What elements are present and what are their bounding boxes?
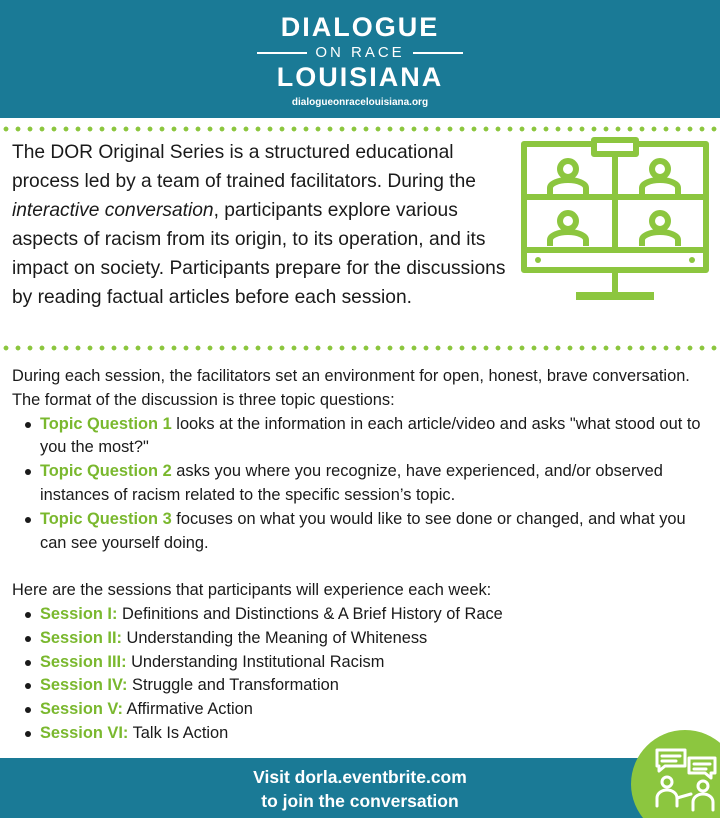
topic-question-item [22,460,712,508]
website-link[interactable]: dialogueonracelouisiana.org [291,97,429,108]
topic-question-label: Topic Question 3 [40,509,172,528]
intro-emphasis: interactive conversation [12,200,214,221]
session-title: Understanding Institutional Racism [126,652,385,671]
session-item [22,651,712,675]
session-list [12,603,712,746]
session-title: Struggle and Transformation [127,676,339,695]
topic-question-text: focuses on what you would like to see done or changed, and what you can see yourself doing. [40,509,686,552]
topic-question-label: Topic Question 1 [40,414,172,433]
header-banner [0,0,720,118]
logo-title-dialogue: DIALOGUE [280,12,440,42]
session-label: Session VI: [40,723,129,742]
session-label: Session III: [40,652,127,671]
session-label: Session II: [40,628,122,647]
session-title: Definitions and Distinctions & A Brief History of Race [117,604,503,623]
logo-subtitle [0,44,720,61]
topic-question-item [22,508,712,556]
chat-people-icon [629,728,720,818]
session-title: Talk Is Action [128,723,229,742]
logo-rule-left [257,52,307,54]
footer-banner [0,758,720,818]
discussion-section [12,365,712,746]
session-title: Affirmative Action [122,700,253,719]
dotted-divider-middle [0,345,720,351]
session-item [22,674,712,698]
section-spacer [12,555,712,579]
session-label: Session V: [40,700,123,719]
logo-title-on-race: ON RACE [315,44,405,61]
topic-question-text: asks you where you recognize, have experienced, and/or observed instances of racism related to the specific session’s topic. [40,462,663,504]
intro-paragraph [12,138,517,312]
intro-text-start: The DOR Original Series is a structured educational process led by a team of trained facilitators. During the [12,142,476,192]
logo-title-louisiana: LOUISIANA [276,62,444,92]
discussion-lead: During each session, the facilitators set an environment for open, honest, brave conversation. The format of the discussion is three topic questions: [12,367,690,409]
topic-question-text: looks at the information in each article/video and asks "what stood out to you the most?" [40,414,701,457]
topic-question-list [12,413,712,556]
session-label: Session I: [40,604,118,623]
topic-question-label: Topic Question 2 [40,462,172,481]
session-item [22,627,712,651]
topic-question-item [22,413,712,461]
session-item [22,722,712,746]
intro-text-end: , participants explore various aspects of racism from its origin, to its operation, and its impact on society. Participants prepare for the discussions by reading factual articles before each session. [12,200,506,308]
session-label: Session IV: [40,676,128,695]
sessions-lead: Here are the sessions that participants will experience each week: [12,581,492,600]
logo-rule-right [413,52,463,54]
footer-cta-text: to join the conversation [261,791,459,811]
dotted-divider-top [0,126,720,132]
session-item [22,698,712,722]
session-title: Understanding the Meaning of Whiteness [121,628,428,647]
session-item [22,603,712,627]
footer-cta-link[interactable]: Visit dorla.eventbrite.com [253,767,467,787]
video-conference-monitor-icon [518,136,718,311]
